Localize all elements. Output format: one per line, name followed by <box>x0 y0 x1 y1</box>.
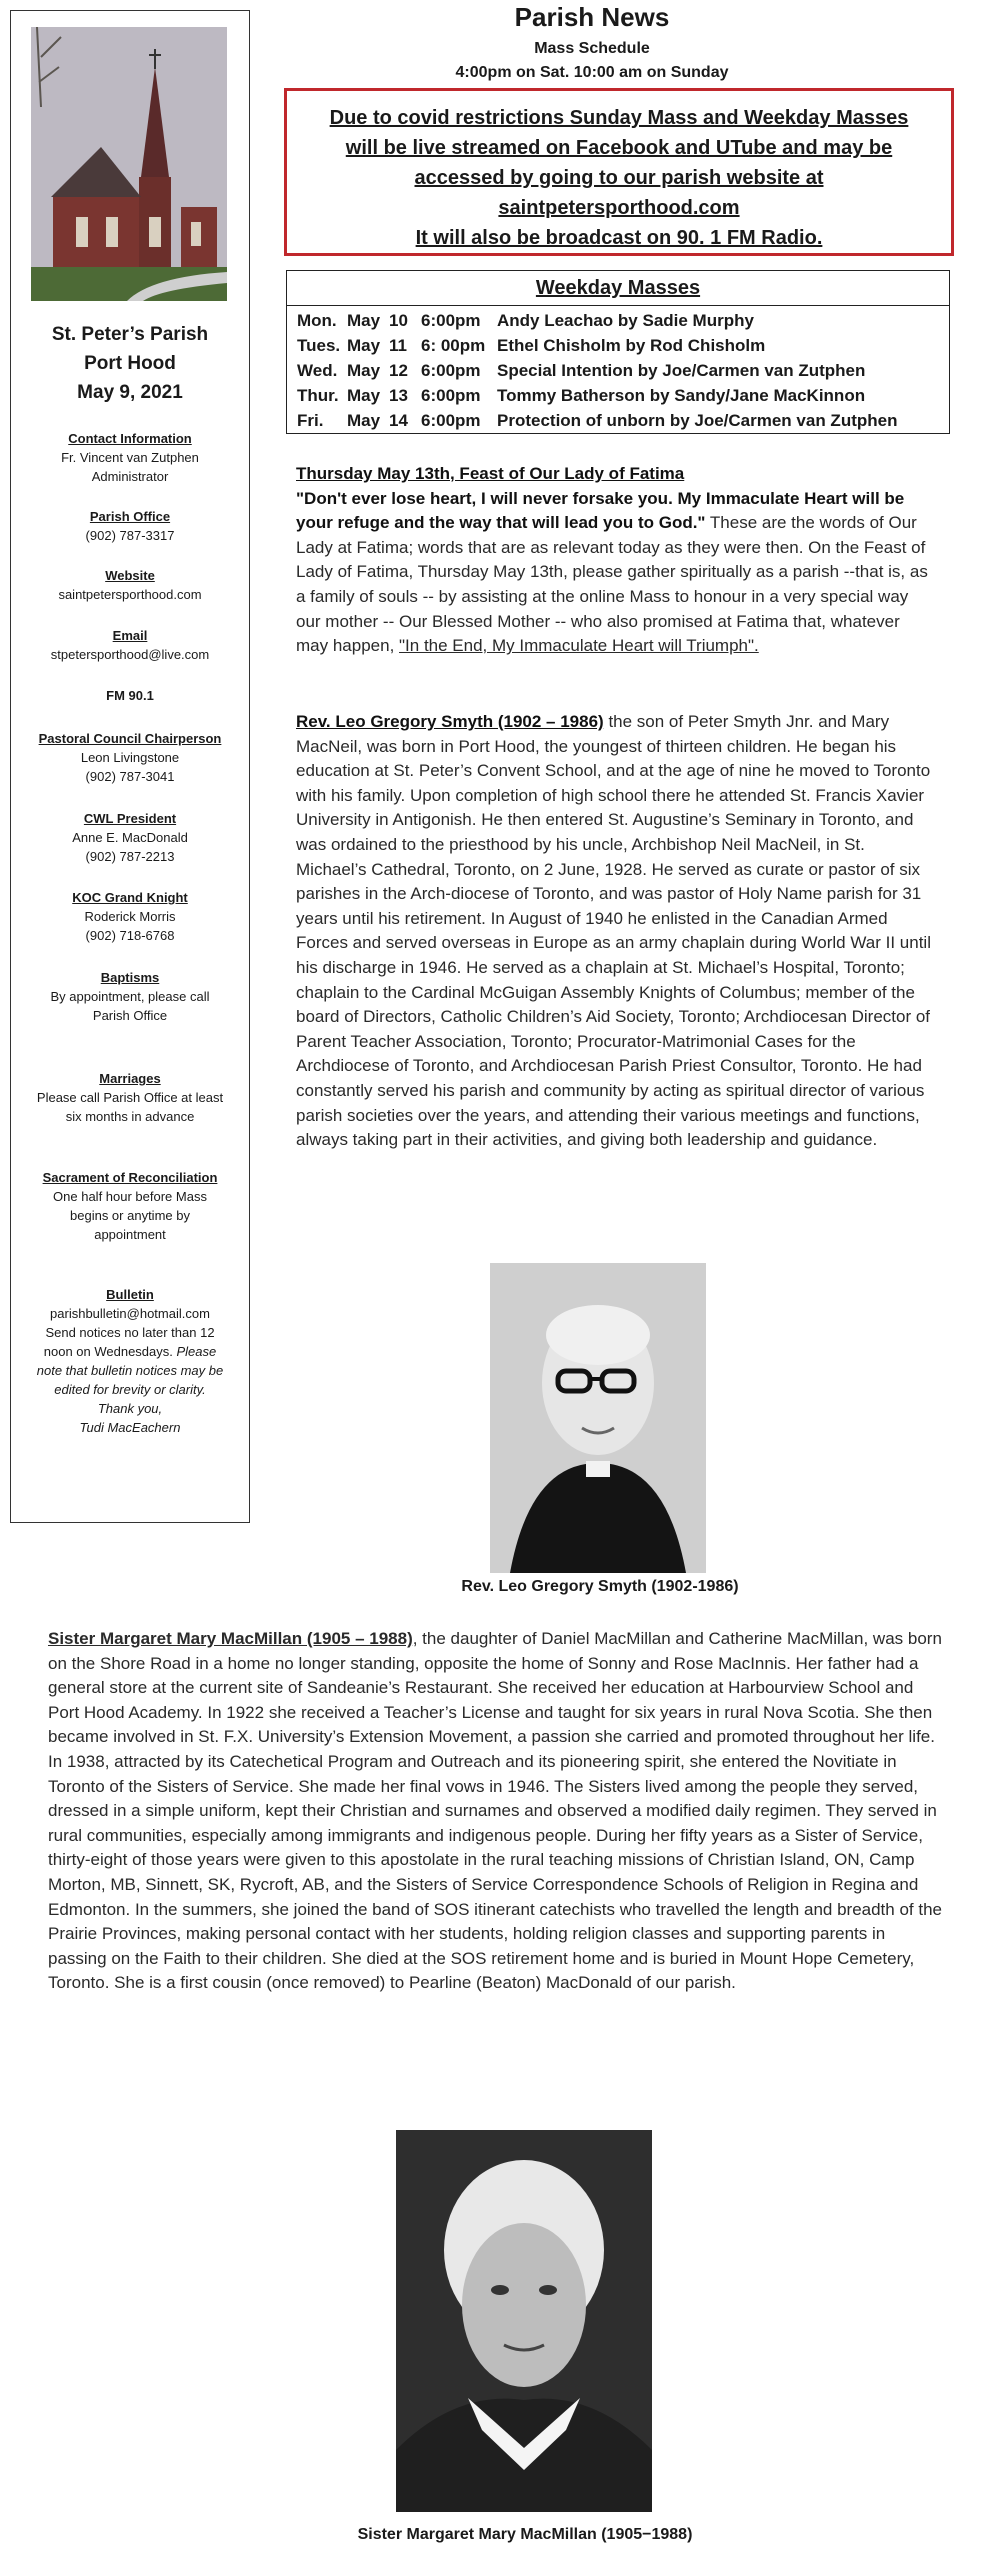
macmillan-body: , the daughter of Daniel MacMillan and Catherine MacMillan, was born on the Shore Road in a home no longer standing, opposite the home of Sonny and Rose MacInnis. Her father had a general store at the current site of Sandeanie’s Restaurant. She received her education at Harbourview School and Port Hood Academy. In 1922 she received a Teacher’s License and taught for six years in rural Nova Scotia. She then became involved in St. F.X. University’s Extension Movement, a passion she carried and promoted throughout her life. In 1938, attracted by its Catechetical Program and Outreach and its pioneering spirit, she entered the Novitiate in Toronto of the Sisters of Service. She made her final vows in 1946. The Sisters lived among the people they served, dressed in a simple uniform, kept their Christian and surnames and observed a modified daily regimen. They served in rural communities, especially among immigrants and indigenous people. During her fifty years as a Sister of Service, thirty-eight of those years were given to this apostolate in the rural teaching missions of Christian Island, ON, Camp Morton, MB, Sinnett, SK, Rycroft, AB, and the Sisters of Service Correspondence Schools of Religion in Regina and Edmonton. In the summers, she joined the band of SOS itinerant catechists who travelled the length and breadth of the Prairie Provinces, making personal contact with her students, holding religion classes and supporting parents in passing on the Faith to their children. She died at the SOS retirement home and is buried in Mount Hope Cemetery, Toronto. She is a first cousin (once removed) to Pearline (Beaton) MacDonald of our parish. <box>48 1629 942 1993</box>
mass-row <box>297 333 947 358</box>
mass-schedule-times: 4:00pm on Sat. 10:00 am on Sunday <box>455 64 729 81</box>
mass-day: Thur. <box>297 386 339 405</box>
marriages-line1: Please call Parish Office at least <box>36 1090 224 1105</box>
koc-phone: (902) 718-6768 <box>85 928 175 943</box>
bulletin-line3b: Please <box>176 1344 217 1359</box>
fm-radio: FM 90.1 <box>106 688 154 703</box>
covid-notice-box <box>284 88 954 256</box>
notice-line-1: Due to covid restrictions Sunday Mass and Weekday Masses <box>329 107 909 129</box>
bulletin-line3 <box>11 1342 249 1361</box>
mass-month: May <box>347 311 381 330</box>
mass-date: 10 <box>389 311 408 330</box>
mass-intention: Protection of unborn by Joe/Carmen van Zutphen <box>497 411 898 430</box>
mass-day: Tues. <box>297 336 341 355</box>
smyth-body: the son of Peter Smyth Jnr. and Mary MacNeil, was born in Port Hood, the youngest of thirteen children. He began his education at St. Peter’s Convent School, and at the age of nine he moved to Toronto with his family. Upon completion of high school there he attended St. Francis Xavier University in Antigonish. He then entered St. Augustine’s Seminary in Toronto, and was ordained to the priesthood by his uncle, Archbishop Neil MacNeil, in St. Michael’s Cathedral, Toronto, on 2 June, 1928. He served as curate or pastor of six parishes in the Arch-diocese of Toronto, and was pastor of Holy Name parish for 31 years until his retirement. In August of 1940 he enlisted in the Canadian Armed Forces and served overseas in Europe as an army chaplain during World War II until his discharge in 1946. He served as a chaplain at St. Michael’s Hospital, Toronto; chaplain to the Cardinal McGuigan Assembly Knights of Columbus; member of the board of Directors, Catholic Children’s Aid Society, Toronto; Archdiocesan Director of Parent Teacher Association, Toronto; Procurator-Matrimonial Cases for the Archdiocese of Toronto, and Archdiocesan Parish Priest Consultor, Toronto. He had constantly served his parish and community by acting as spiritual director of various parish societies over the years, and attending their various meetings and functions, always taking part in their activities, and giving both leadership and guidance. <box>296 712 931 1150</box>
office-section <box>11 507 249 545</box>
pastoral-phone: (902) 787-3041 <box>85 769 175 784</box>
bulletin-heading: Bulletin <box>106 1287 154 1302</box>
macmillan-article <box>48 1627 946 1996</box>
macmillan-heading: Sister Margaret Mary MacMillan (1905 – 1988) <box>48 1629 413 1648</box>
marriages-heading: Marriages <box>99 1071 161 1086</box>
parish-location: Port Hood <box>84 353 176 374</box>
mass-day: Fri. <box>297 411 324 430</box>
bulletin-line7: Tudi MacEachern <box>79 1420 181 1435</box>
weekday-masses-title: Weekday Masses <box>535 277 701 299</box>
bulletin-section <box>11 1285 249 1437</box>
mass-row <box>297 358 947 383</box>
marriages-section <box>11 1069 249 1126</box>
notice-line-2: will be live streamed on Facebook and UTube and may be <box>345 137 893 159</box>
weekday-masses-heading <box>287 271 949 306</box>
notice-website-link[interactable]: saintpetersporthood.com <box>498 197 740 219</box>
notice-line-5: It will also be broadcast on 90. 1 FM Radio. <box>415 227 823 249</box>
office-heading: Parish Office <box>89 509 171 524</box>
parish-name: St. Peter’s Parish <box>51 324 209 345</box>
cwl-section <box>11 809 249 866</box>
pastoral-heading: Pastoral Council Chairperson <box>38 731 222 746</box>
mass-intention: Andy Leachao by Sadie Murphy <box>497 311 754 330</box>
reconciliation-heading: Sacrament of Reconciliation <box>42 1170 218 1185</box>
fatima-quote: "Don't ever lose heart, I will never forsake you. My Immaculate Heart will be your refuge and the way that will lead you to God." <box>296 488 905 533</box>
pastoral-name: Leon Livingstone <box>80 750 180 765</box>
cwl-name: Anne E. MacDonald <box>72 830 188 845</box>
notice-line-3: accessed by going to our parish website at <box>414 167 824 189</box>
koc-name: Roderick Morris <box>84 909 176 924</box>
contact-role: Administrator <box>91 469 169 484</box>
cwl-phone: (902) 787-2213 <box>85 849 175 864</box>
pastoral-section <box>11 729 249 786</box>
smyth-article <box>296 710 936 1153</box>
mass-month: May <box>347 386 381 405</box>
bulletin-date: May 9, 2021 <box>77 382 183 403</box>
bulletin-line3a: noon on Wednesdays. <box>43 1344 177 1359</box>
bulletin-line5: edited for brevity or clarity. <box>54 1382 206 1397</box>
baptisms-section <box>11 968 249 1025</box>
smyth-portrait-illustration <box>490 1263 706 1573</box>
smyth-heading: Rev. Leo Gregory Smyth (1902 – 1986) <box>296 712 604 731</box>
mass-row <box>297 383 947 408</box>
mass-intention: Special Intention by Joe/Carmen van Zutphen <box>497 361 866 380</box>
mass-date: 11 <box>389 336 407 355</box>
smyth-photo-caption: Rev. Leo Gregory Smyth (1902-1986) <box>461 1578 739 1595</box>
mass-date: 12 <box>389 361 408 380</box>
contact-section <box>11 429 249 486</box>
parish-info-sidebar <box>10 10 250 1523</box>
marriages-line2: six months in advance <box>65 1109 195 1124</box>
bulletin-line2: Send notices no later than 12 <box>45 1325 215 1340</box>
church-illustration <box>31 27 227 301</box>
baptisms-line1: By appointment, please call <box>50 989 210 1004</box>
office-phone: (902) 787-3317 <box>85 528 175 543</box>
reconciliation-line3: appointment <box>94 1227 166 1242</box>
macmillan-photo-caption: Sister Margaret Mary MacMillan (1905−1988) <box>357 2526 693 2543</box>
website-link[interactable]: saintpetersporthood.com <box>58 587 202 602</box>
cwl-heading: CWL President <box>83 811 177 826</box>
mass-intention: Tommy Batherson by Sandy/Jane MacKinnon <box>497 386 866 405</box>
website-section <box>11 566 249 604</box>
covid-notice-text <box>287 103 951 253</box>
mass-schedule-heading: Mass Schedule <box>534 40 650 57</box>
mass-time: 6: 00pm <box>421 336 486 355</box>
mass-row <box>297 408 947 433</box>
mass-date: 13 <box>389 386 408 405</box>
macmillan-portrait-photo <box>396 2130 652 2512</box>
mass-day: Wed. <box>297 361 338 380</box>
email-section <box>11 626 249 664</box>
macmillan-portrait-illustration <box>396 2130 652 2512</box>
mass-time: 6:00pm <box>421 361 481 380</box>
mass-month: May <box>347 411 381 430</box>
koc-section <box>11 888 249 945</box>
mass-time: 6:00pm <box>421 311 481 330</box>
mass-date: 14 <box>389 411 408 430</box>
fatima-article <box>296 462 936 659</box>
email-heading: Email <box>112 628 148 643</box>
bulletin-line4: note that bulletin notices may be <box>36 1363 224 1378</box>
bulletin-line6: Thank you, <box>97 1401 163 1416</box>
baptisms-heading: Baptisms <box>100 970 160 985</box>
website-heading: Website <box>105 568 155 583</box>
fatima-closing: "In the End, My Immaculate Heart will Triumph". <box>399 636 759 656</box>
mass-month: May <box>347 361 381 380</box>
reconciliation-line1: One half hour before Mass <box>53 1189 207 1204</box>
reconciliation-line2: begins or anytime by <box>70 1208 190 1223</box>
mass-month: May <box>347 336 381 355</box>
mass-day: Mon. <box>297 311 337 330</box>
mass-intention: Ethel Chisholm by Rod Chisholm <box>497 336 766 355</box>
contact-heading: Contact Information <box>68 431 192 446</box>
fatima-body <box>296 487 936 659</box>
mass-time: 6:00pm <box>421 386 481 405</box>
koc-heading: KOC Grand Knight <box>72 890 188 905</box>
fatima-heading: Thursday May 13th, Feast of Our Lady of Fatima <box>296 464 685 483</box>
church-photo <box>31 27 227 301</box>
fatima-text: These are the words of Our Lady at Fatima; words that are as relevant today as they were then. On the Feast of Lady of Fatima, Thursday May 13th, please gather spiritually as a parish --that is, as a family of souls -- by assisting at the online Mass to honour in a very special way our mother -- Our Blessed Mother -- who also promised at Fatima that, whatever may happen, <box>296 513 928 656</box>
reconciliation-section <box>11 1168 249 1244</box>
bulletin-email[interactable]: parishbulletin@hotmail.com <box>50 1306 210 1321</box>
contact-name: Fr. Vincent van Zutphen <box>61 450 199 465</box>
email-link[interactable]: stpetersporthood@live.com <box>50 647 210 662</box>
page-title: Parish News <box>514 2 670 32</box>
mass-row <box>297 308 947 333</box>
baptisms-line2: Parish Office <box>92 1008 168 1023</box>
mass-time: 6:00pm <box>421 411 481 430</box>
weekday-masses-table <box>286 270 950 434</box>
smyth-portrait-photo <box>490 1263 706 1573</box>
